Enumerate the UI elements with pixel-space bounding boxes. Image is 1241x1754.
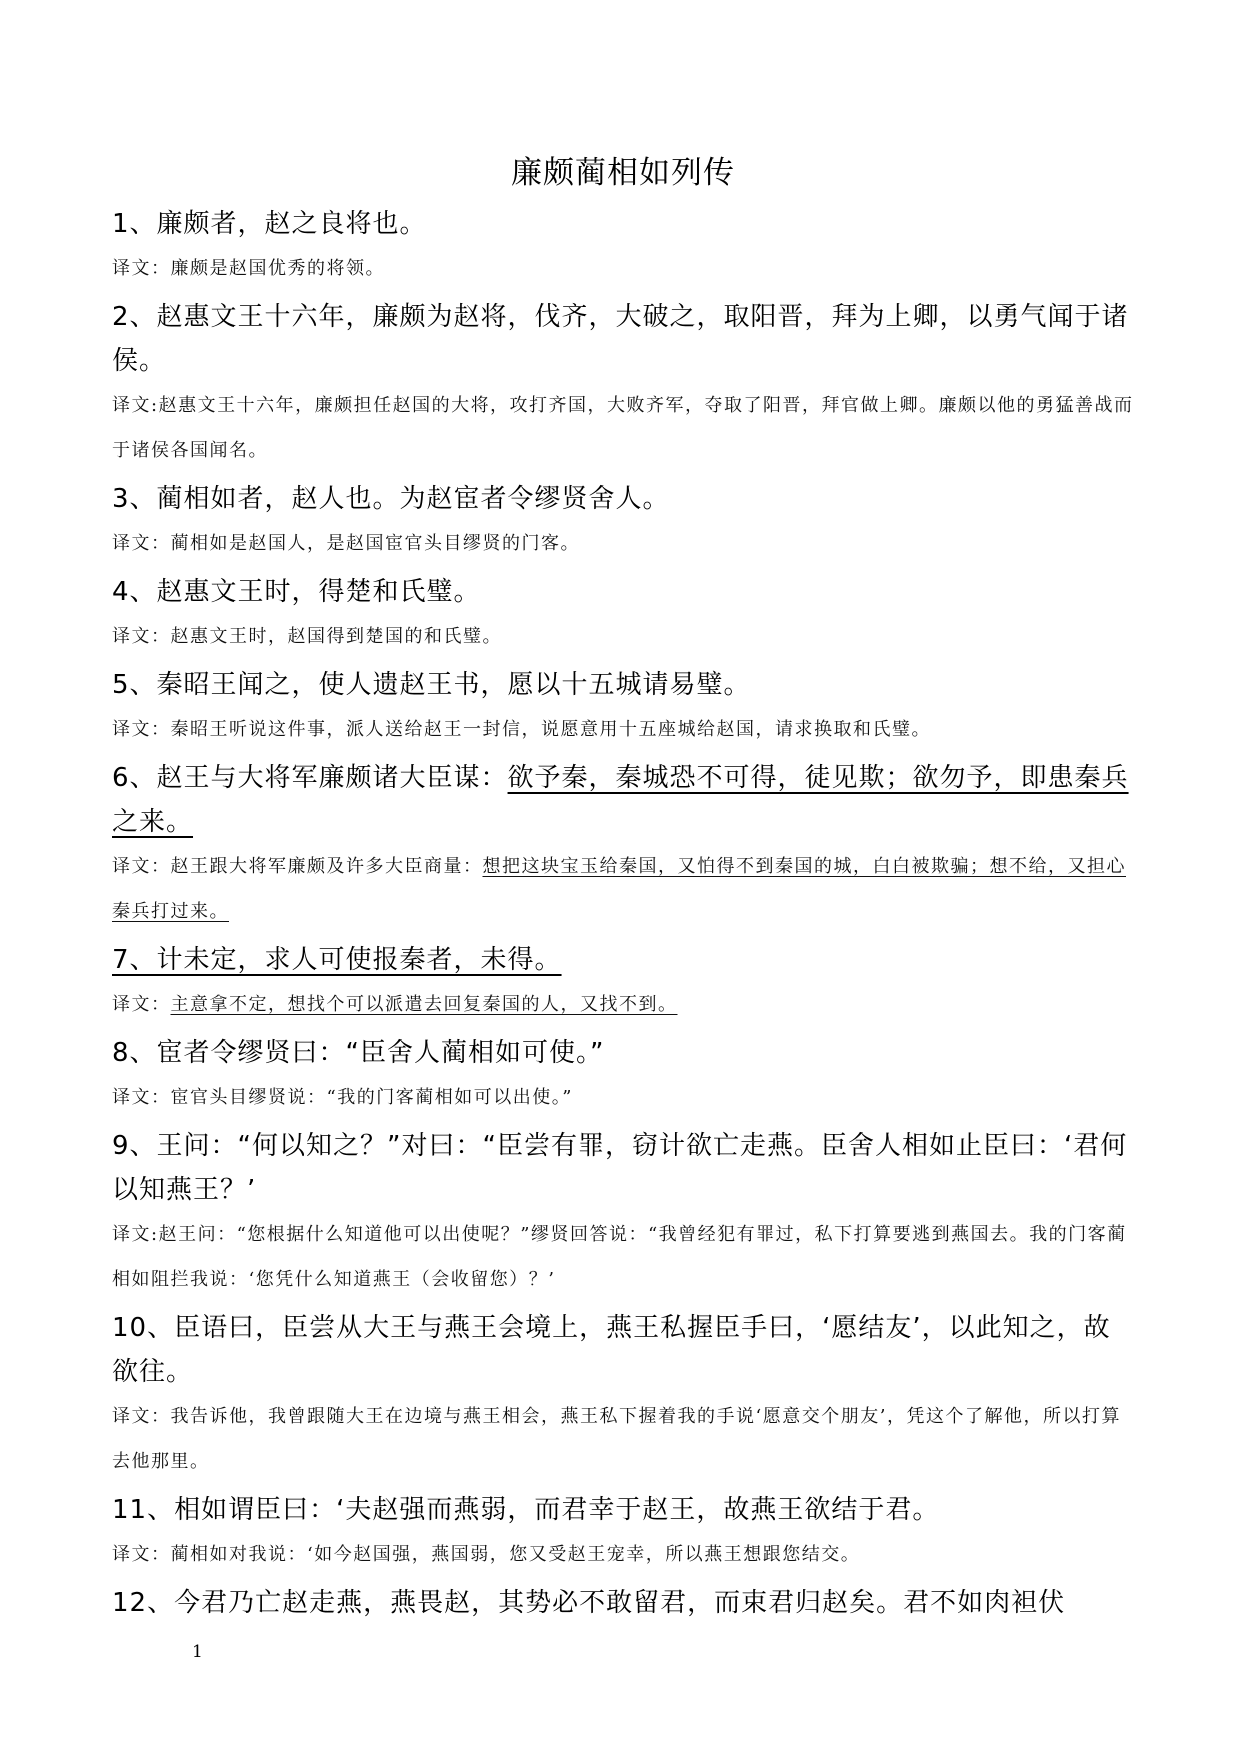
- item-6: [112, 756, 1134, 934]
- translation-text: 译文：赵惠文王时，赵国得到楚国的和氏璧。: [112, 626, 502, 647]
- item-5: [112, 663, 1134, 752]
- translation-text-plain: 译文：: [112, 994, 171, 1015]
- original-text: [112, 938, 1134, 982]
- item-12: [112, 1581, 1134, 1625]
- original-text: 9、王问：“何以知之？”对曰：“臣尝有罪，窃计欲亡走燕。臣舍人相如止臣曰：‘君何以知燕王？’: [112, 1131, 1128, 1205]
- original-text: 11、相如谓臣曰：‘夫赵强而燕弱，而君幸于赵王，故燕王欲结于君。: [112, 1495, 940, 1525]
- item-2: [112, 295, 1134, 473]
- original-text: 4、赵惠文王时，得楚和氏璧。: [112, 577, 481, 607]
- original-text: 5、秦昭王闻之，使人遗赵王书，愿以十五城请易璧。: [112, 670, 751, 700]
- translation-text: [112, 844, 1134, 934]
- original-text-plain: 6、赵王与大将军廉颇诸大臣谋：: [112, 763, 508, 793]
- translation-text: 译文：廉颇是赵国优秀的将领。: [112, 258, 385, 279]
- original-text: [112, 756, 1134, 844]
- original-text-underlined: 欲予秦，秦城恐不可得，徒见欺；欲勿予，即患秦兵之来。: [112, 763, 1129, 837]
- page-number: 1: [192, 1642, 203, 1662]
- translation-text: 译文:赵王问：“您根据什么知道他可以出使呢？”缪贤回答说：“我曾经犯有罪过，私下打算要逃到燕国去。我的门客蔺相如阻拦我说：‘您凭什么知道燕王（会收留您）？’: [112, 1224, 1127, 1290]
- translation-text: [112, 982, 1134, 1027]
- document-page: [112, 150, 1134, 1629]
- original-text: 8、宦者令缪贤曰：“臣舍人蔺相如可使。”: [112, 1038, 605, 1068]
- item-1: [112, 202, 1134, 291]
- original-text-underlined: 7、计未定，求人可使报秦者，未得。: [112, 945, 562, 975]
- translation-text-plain: 译文：赵王跟大将军廉颇及许多大臣商量：: [112, 856, 483, 877]
- translation-text: 译文：宦官头目缪贤说：“我的门客蔺相如可以出使。”: [112, 1087, 573, 1108]
- original-text: 10、臣语曰，臣尝从大王与燕王会境上，燕王私握臣手曰，‘愿结友’，以此知之，故欲往。: [112, 1313, 1111, 1387]
- translation-text: 译文：蔺相如对我说：‘如今赵国强，燕国弱，您又受赵王宠幸，所以燕王想跟您结交。: [112, 1544, 861, 1565]
- original-text: 12、今君乃亡赵走燕，燕畏赵，其势必不敢留君，而束君归赵矣。君不如肉袒伏: [112, 1588, 1066, 1618]
- translation-text: 译文：蔺相如是赵国人，是赵国宦官头目缪贤的门客。: [112, 533, 580, 554]
- item-4: [112, 570, 1134, 659]
- item-8: [112, 1031, 1134, 1120]
- translation-text: 译文：秦昭王听说这件事，派人送给赵王一封信，说愿意用十五座城给赵国，请求换取和氏璧。: [112, 719, 931, 740]
- translation-text: 译文：我告诉他，我曾跟随大王在边境与燕王相会，燕王私下握着我的手说‘愿意交个朋友’，凭这个了解他，所以打算去他那里。: [112, 1406, 1121, 1472]
- translation-text-underlined: 想把这块宝玉给秦国，又怕得不到秦国的城，白白被欺骗；想不给，又担心秦兵打过来。: [112, 856, 1126, 922]
- item-11: [112, 1488, 1134, 1577]
- translation-text-underlined: 主意拿不定，想找个可以派遣去回复秦国的人，又找不到。: [170, 994, 678, 1015]
- item-9: [112, 1124, 1134, 1302]
- item-7: [112, 938, 1134, 1027]
- original-text: 2、赵惠文王十六年，廉颇为赵将，伐齐，大破之，取阳晋，拜为上卿，以勇气闻于诸侯。: [112, 302, 1129, 376]
- translation-text: 译文:赵惠文王十六年，廉颇担任赵国的大将，攻打齐国，大败齐军，夺取了阳晋，拜官做上卿。廉颇以他的勇猛善战而于诸侯各国闻名。: [112, 395, 1134, 461]
- item-3: [112, 477, 1134, 566]
- original-text: 3、蔺相如者，赵人也。为赵宦者令缪贤舍人。: [112, 484, 670, 514]
- item-10: [112, 1306, 1134, 1484]
- original-text: 1、廉颇者，赵之良将也。: [112, 209, 427, 239]
- document-title: 廉颇蔺相如列传: [511, 155, 735, 191]
